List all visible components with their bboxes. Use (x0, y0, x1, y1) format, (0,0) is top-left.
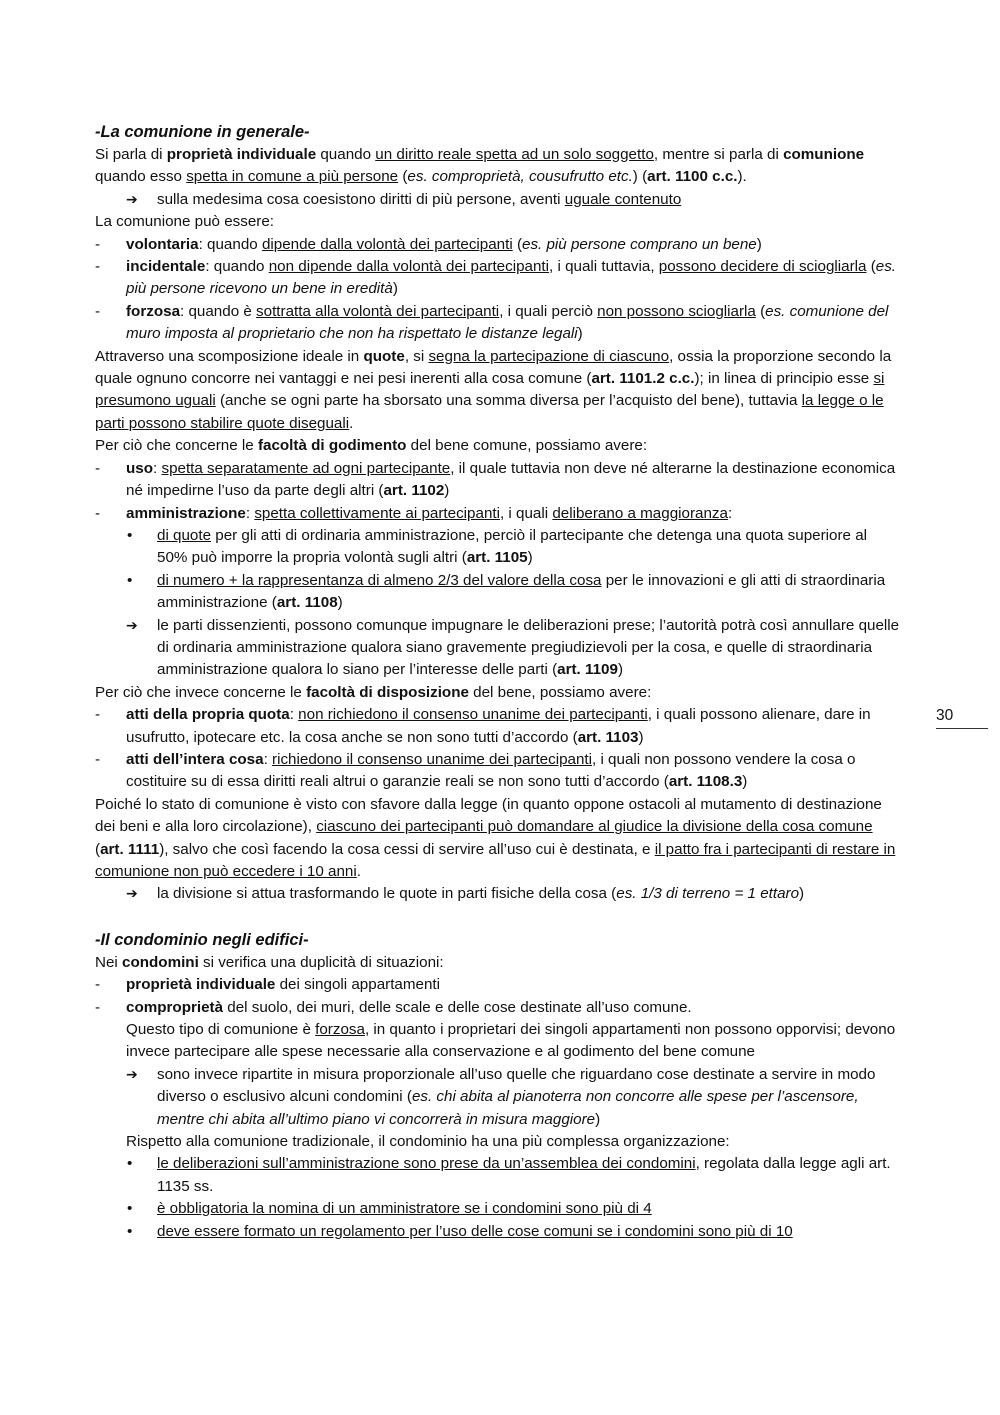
text-run: ) (617, 661, 624, 679)
text-run: comunione (783, 146, 865, 163)
text-run: , i quali perciò (499, 302, 598, 320)
dash-item (95, 234, 901, 256)
dash-item (95, 256, 901, 301)
text-run: ) (337, 594, 343, 612)
text-run: es. più persone comprano un bene (522, 235, 757, 253)
text-run: la divisione si attua trasformando le quote in parti fisiche della cosa ( (157, 885, 617, 903)
text-run: le parti dissenzienti, possono comunque impugnare le deliberazioni prese; l’autorità potrà così annullare quelle di ordinaria amministrazione qualora siano gravemente pregiudizievoli per la cosa, e quelle di straordinaria amministrazione qualora lo siano per l’interesse delle parti ( (157, 616, 900, 679)
text-run: si verifica una duplicità di situazioni: (198, 953, 444, 971)
text-run: , si (404, 347, 429, 365)
text-run: ciascuno dei partecipanti può domandare al giudice la divisione della cosa comune (316, 818, 873, 836)
text-run: le deliberazioni sull’amministrazione sono prese da un’assemblea dei condomini (157, 1155, 696, 1173)
text-run: , i quali non possono vendere la cosa o costituire su di essa diritti reali altrui o garanzie reali se non sono tutti d’accordo ( (126, 750, 856, 791)
text-run: possono decidere di sciogliarla (658, 258, 867, 276)
dash-item (95, 974, 901, 996)
text-run: spetta in comune a più persone (186, 168, 399, 186)
bullet-item (126, 525, 901, 570)
text-run: es. chi abita al pianoterra non concorre alle spese per l’ascensore, mentre chi abita all’ultimo piano vi concorrerà in misura maggiore (157, 1088, 859, 1128)
paragraph (95, 794, 901, 884)
text-run: ). (737, 168, 747, 186)
bullet-item (126, 1221, 901, 1243)
text-run: spetta separatamente ad ogni partecipante (161, 459, 451, 477)
text-run: Per ciò che invece concerne le (95, 683, 307, 701)
text-run: uguale contenuto (564, 190, 682, 208)
text-run: : (727, 504, 733, 522)
text-run: ), salvo che così facendo la cosa cessi di servire all’uso cui è destinata, e (159, 840, 655, 858)
text-run: art. 1100 c.c. (647, 168, 738, 186)
text-run: dipende dalla volontà dei partecipanti (261, 235, 513, 253)
text-run: Rispetto alla comunione tradizionale, il condominio ha una più complessa organizzazione: (126, 1133, 730, 1151)
text-run: uso (126, 459, 154, 477)
text-run: Attraverso una scomposizione ideale in (95, 347, 364, 365)
dash-item (95, 301, 901, 346)
bullet-item (126, 570, 901, 615)
paragraph (95, 952, 901, 974)
indented-paragraph (95, 1019, 901, 1064)
bullet-item (126, 1153, 901, 1198)
paragraph (95, 211, 901, 233)
text-run: , i quali (499, 504, 553, 522)
text-run: art. 1108 (276, 594, 338, 612)
text-run: non richiedono il consenso unanime dei partecipanti (298, 706, 648, 724)
dash-item (95, 704, 901, 749)
text-run: La comunione può essere: (95, 213, 274, 231)
text-run: atti dell’intera cosa (126, 750, 264, 768)
text-run: incidentale (126, 258, 206, 276)
page-body (95, 120, 901, 1243)
text-run: ( (866, 258, 876, 276)
arrow-item (126, 615, 901, 682)
dash-item (95, 503, 901, 525)
text-run: es. più persone ricevono un bene in eredità (126, 258, 897, 298)
text-run: ) (756, 235, 762, 253)
page-number: 30 (936, 705, 988, 729)
text-run: : (263, 750, 273, 768)
text-run: deliberano a maggioranza (552, 504, 728, 522)
text-run: , mentre si parla di (653, 146, 784, 163)
paragraph (95, 682, 901, 704)
text-run: quando esso (95, 168, 187, 186)
text-run: sulla medesima cosa coesistono diritti di più persone, aventi (157, 190, 565, 208)
text-run: : (245, 504, 255, 522)
text-run: forzosa (315, 1021, 365, 1039)
text-run: , il quale tuttavia non deve né alterarne la destinazione economica né impedirne l’uso da parte degli altri ( (126, 459, 896, 500)
text-run: un diritto reale spetta ad un solo soggetto (375, 146, 654, 163)
text-run: art. 1101.2 c.c. (591, 370, 695, 388)
text-run: ) (444, 482, 450, 500)
text-run: volontaria (126, 235, 199, 253)
text-run: art. 1111 (100, 840, 160, 858)
text-run: non dipende dalla volontà dei partecipanti (268, 258, 550, 276)
text-run: ) (527, 549, 533, 567)
text-run: condomini (122, 953, 199, 971)
text-run: quote (363, 347, 405, 365)
text-run: forzosa (126, 302, 181, 320)
text-run: ) (392, 280, 398, 298)
text-run: sottratta alla volontà dei partecipanti (256, 302, 500, 320)
dash-item (95, 997, 901, 1019)
bullet-item (126, 1198, 901, 1220)
paragraph (95, 435, 901, 457)
text-run: Questo tipo di comunione è (126, 1021, 316, 1039)
text-run: art. 1102 (383, 482, 445, 500)
text-run: : quando è (180, 302, 257, 320)
text-run: art. 1108.3 (668, 773, 743, 791)
paragraph (95, 346, 901, 436)
indented-paragraph (95, 1131, 901, 1153)
text-run: quando (316, 146, 376, 163)
text-run: deve essere formato un regolamento per l’uso delle cose comuni se i condomini sono più di 10 (157, 1222, 793, 1240)
dash-item (95, 749, 901, 794)
arrow-item (126, 189, 901, 211)
text-run: amministrazione (126, 504, 246, 522)
text-run: spetta collettivamente ai partecipanti (254, 504, 500, 522)
text-run: : quando (205, 258, 269, 276)
text-run: ) (799, 885, 805, 903)
text-run: ) (595, 1110, 601, 1128)
text-run: , i quali possono alienare, dare in usufrutto, ipotecare etc. la cosa anche se non sono tutti d’accordo ( (126, 706, 871, 746)
text-run: comproprietà (126, 998, 224, 1016)
text-run: del bene comune, possiamo avere: (406, 437, 648, 455)
text-run: si presumono uguali (95, 370, 885, 410)
text-run: per gli atti di ordinaria amministrazione, perciò il partecipante che detenga una quota superiore al 50% può imporre la propria volontà sugli altri ( (157, 526, 868, 567)
text-run: Si parla di (95, 146, 167, 163)
text-run: richiedono il consenso unanime dei partecipanti (272, 750, 593, 768)
text-run: il patto fra i partecipanti di restare in comunione non può eccedere i 10 anni (95, 840, 896, 880)
dash-item (95, 458, 901, 503)
text-run: per le innovazioni e gli atti di straordinaria amministrazione ( (157, 571, 886, 612)
text-run: facoltà di disposizione (306, 683, 469, 701)
text-run: Poiché lo stato di comunione è visto con sfavore dalla legge (in quanto oppone ostacoli al mutamento di destinazione dei beni e alla loro circolazione), (95, 795, 882, 836)
section-title-comunione: -La comunione in generale- (95, 123, 310, 141)
text-run: di quote (157, 526, 212, 544)
text-run: di numero + la rappresentanza di almeno 2/3 del valore della cosa (157, 571, 602, 589)
text-run: es. 1/3 di terreno = 1 ettaro (616, 885, 800, 903)
text-run: , ossia la proporzione secondo la quale ognuno concorre nei vantaggi e nei pesi inerenti alla cosa comune ( (95, 347, 892, 388)
text-run: ) (577, 325, 583, 343)
text-run: dei singoli appartamenti (275, 976, 441, 994)
text-run: non possono sciogliarla (597, 302, 756, 320)
text-run: : quando (198, 235, 262, 253)
text-run: ( (398, 168, 408, 186)
text-run: ); in linea di principio esse (694, 370, 874, 388)
paragraph (95, 144, 901, 189)
text-run: art. 1105 (466, 549, 528, 567)
text-run: ( (95, 840, 101, 858)
text-run: ) (742, 773, 748, 791)
text-run: es. comunione del muro imposta al proprietario che non ha rispettato le distanze legali (126, 302, 889, 343)
text-run: , i quali tuttavia, (549, 258, 659, 276)
text-run: . (349, 414, 354, 432)
text-run: : (289, 706, 299, 724)
text-run: Per ciò che concerne le (95, 437, 258, 455)
text-run: segna la partecipazione di ciascuno (428, 347, 670, 365)
text-run: atti della propria quota (126, 706, 290, 724)
section-gap (95, 906, 901, 928)
text-run: ) (638, 728, 644, 746)
text-run: ( (512, 235, 522, 253)
text-run: es. comproprietà, cousufrutto etc. (407, 168, 633, 186)
text-run: Nei (95, 953, 123, 971)
text-run: la legge o le parti possono stabilire quote diseguali (95, 392, 884, 432)
arrow-item (126, 1064, 901, 1131)
text-run: . (356, 863, 361, 880)
text-run: ( (755, 302, 766, 320)
text-run: art. 1109 (557, 661, 618, 679)
text-run: facoltà di godimento (257, 437, 407, 455)
text-run: del bene, possiamo avere: (468, 683, 652, 701)
text-run: proprietà individuale (166, 146, 317, 163)
text-run: : (153, 459, 162, 477)
text-run: sono invece ripartite in misura proporzionale all’uso quelle che riguardano cose destinate a servire in modo diverso o esclusivo alcuni condomini ( (157, 1065, 876, 1106)
text-run: proprietà individuale (126, 976, 276, 994)
text-run: (anche se ogni parte ha sborsato una somma diversa per l’acquisto del bene), tuttavia (215, 392, 802, 410)
text-run: , regolata dalla legge agli art. 1135 ss. (157, 1155, 891, 1195)
text-run: art. 1103 (577, 728, 639, 746)
text-run: del suolo, dei muri, delle scale e delle cose destinate all’uso comune. (223, 998, 692, 1016)
arrow-item (126, 883, 901, 905)
text-run: , in quanto i proprietari dei singoli appartamenti non possono opporvisi; devono invece partecipare alle spese necessarie alla conservazione e al godimento del bene comune (126, 1021, 896, 1061)
text-run: ) ( (632, 168, 648, 186)
section-title-condominio: -Il condominio negli edifici- (95, 930, 309, 949)
text-run: è obbligatoria la nomina di un amministratore se i condomini sono più di 4 (157, 1200, 652, 1218)
